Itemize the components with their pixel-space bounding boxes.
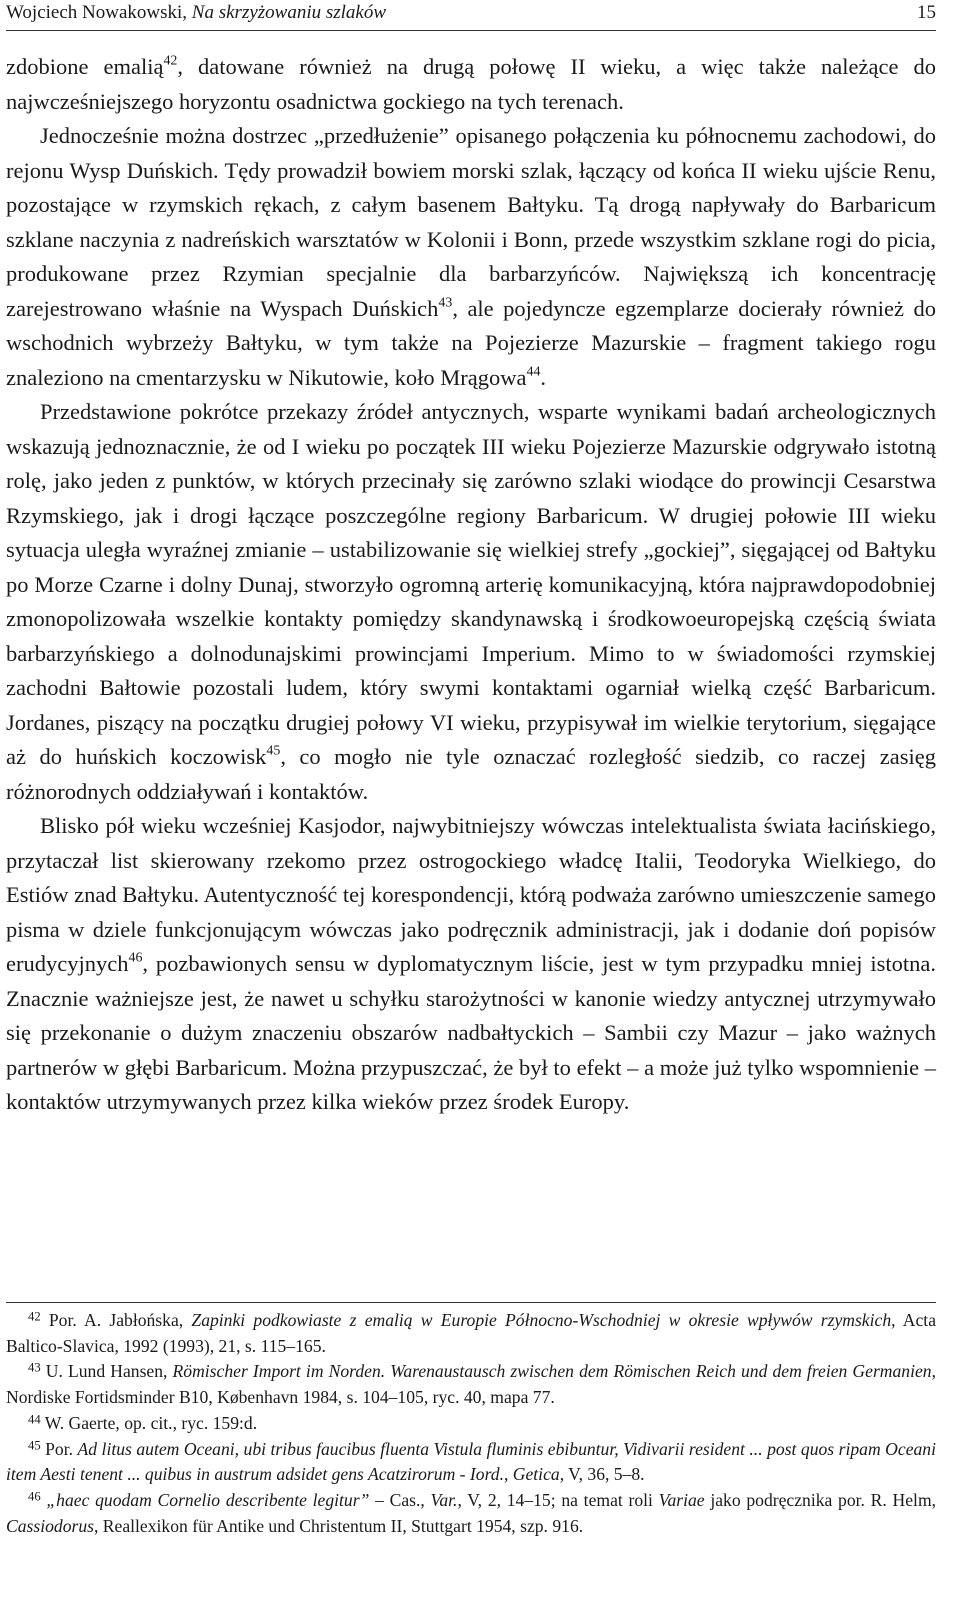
footnote-ref-43: 43 (438, 294, 453, 310)
running-header-author: Wojciech Nowakowski, Na skrzyżowaniu szlaków (6, 2, 387, 23)
footnote-44: $^{44}$ W. Gaerte, op. cit., ryc. 159:d. (28, 1412, 258, 1433)
footnote-ref-44: 44 (526, 363, 541, 379)
footnotes (6, 1308, 936, 1539)
running-header (6, 0, 936, 31)
footnote-ref-45: 45 (266, 743, 281, 759)
footnote-46: $^{46}$ „haec quodam Cornelio describente legitur” – Cas., Var., V, 2, 14–15; na temat roli Variae jako podręcznika por. R. Helm, Cassiodorus, Reallexikon für Antike und Christentum II, Stuttgart 1954, szp. 916. (6, 1489, 937, 1536)
main-text (6, 50, 936, 1120)
footnote-ref-42: 42 (163, 53, 178, 69)
footnote-45: $^{45}$ Por. Ad litus autem Oceani, ubi tribus faucibus fluenta Vistula fluminis ebibuntur, Vidivarii resident ... post quos ripam Oceani item Aesti tenent ... quibus in austrum adsidet gens Acatzirorum - Iord., Getica, V, 36, 5–8. (6, 1437, 936, 1485)
paragraph-2: Jednocześnie można dostrzec „przedłużenie” opisanego połączenia ku północnemu zachodowi, do rejonu Wysp Duńskich. Tędy prowadził bowiem morski szlak, łączący od końca II wieku ujście Renu, pozostające w rzymskich rękach, z całym basenem Bałtyku. Tą drogą napływały do Barbaricum szklane naczynia z nadreńskich warsztatów w Kolonii i Bonn, przede wszystkim szklane rogi do picia, produkowane przez Rzymian specjalnie dla barbarzyńców. Największą ich koncentrację zarejestrowano właśnie na Wyspach Duńskich$^{43}$, ale pojedyncze egzemplarze docierały również do wschodnich wybrzeży Bałtyku, w tym także na Pojezierze Mazurskie – fragment takiego rogu znaleziono na cmentarzysku w Nikutowie, koło Mrągowa$^{44}$. (6, 123, 936, 390)
paragraph-3: Przedstawione pokrótce przekazy źródeł antycznych, wsparte wynikami badań archeologicznych wskazują jednoznacznie, że od I wieku po początek III wieku Pojezierze Mazurskie odgrywało istotną rolę, jako jeden z punktów, w których przecinały się zarówno szlaki wiodące do prowincji Cesarstwa Rzymskiego, jak i drogi łączące poszczególne regiony Barbaricum. W drugiej połowie III wieku sytuacja uległa wyraźnej zmianie – ustabilizowanie się wielkiej strefy „gockiej”, sięgającej od Bałtyku po Morze Czarne i dolny Dunaj, stworzyło ogromną arterię komunikacyjną, która najprawdopodobniej zmonopolizowała wszelkie kontakty pomiędzy skandynawską i środkowoeuropejską częścią świata barbarzyńskiego a dolnodunajskimi prowincjami Imperium. Mimo to w świadomości rzymskiej zachodni Bałtowie pozostali ludem, który swymi kontaktami ogarniał wielką część Barbaricum. Jordanes, piszący na początku drugiej połowy VI wieku, przypisywał im wielkie terytorium, sięgające aż do huńskich koczowisk$^{45}$, co mogło nie tyle oznaczać rozległość siedzib, co raczej zasięg różnorodnych oddziaływań i kontaktów. (6, 399, 936, 804)
paragraph-1: zdobione emalią$^{42}$, datowane również na drugą połowę II wieku, a więc także należące do najwcześniejszego horyzontu osadnictwa gockiego na tych terenach. (6, 53, 936, 114)
paragraph-4: Blisko pół wieku wcześniej Kasjodor, najwybitniejszy wówczas intelektualista świata łacińskiego, przytaczał list skierowany rzekomo przez ostrogockiego władcę Italii, Teodoryka Wielkiego, do Estiów znad Bałtyku. Autentyczność tej korespondencji, którą podważa zarówno umieszczenie samego pisma w dziele funkcjonującym wówczas jako podręcznik administracji, jak i dodanie doń popisów erudycyjnych$^{46}$, pozbawionych sensu w dyplomatycznym liście, jest w tym przypadku mniej istotna. Znacznie ważniejsze jest, że nawet u schyłku starożytności w kanonie wiedzy antycznej utrzymywało się przekonanie o dużym znaczeniu obszarów nadbałtyckich – Sambii czy Mazur – jako ważnych partnerów w głębi Barbaricum. Można przypuszczać, że był to efekt – a może już tylko wspomnienie – kontaktów utrzymywanych przez kilka wieków przez środek Europy. (6, 813, 936, 1114)
running-header-title: Na skrzyżowaniu szlaków (191, 2, 387, 23)
footnote-divider (6, 1302, 936, 1303)
footnote-43: $^{43}$ U. Lund Hansen, Römischer Import im Norden. Warenaustausch zwischen dem Römischen Reich und dem freien Germanien, Nordiske Fortidsminder B10, København 1984, s. 104–105, ryc. 40, mapa 77. (6, 1360, 936, 1408)
footnote-ref-46: 46 (128, 950, 143, 966)
footnote-42: $^{42}$ Por. A. Jabłońska, Zapinki podkowiaste z emalią w Europie Północno-Wschodniej w okresie wpływów rzymskich, Acta Baltico-Slavica, 1992 (1993), 21, s. 115–165. (6, 1309, 937, 1356)
page-number: 15 (917, 2, 936, 23)
